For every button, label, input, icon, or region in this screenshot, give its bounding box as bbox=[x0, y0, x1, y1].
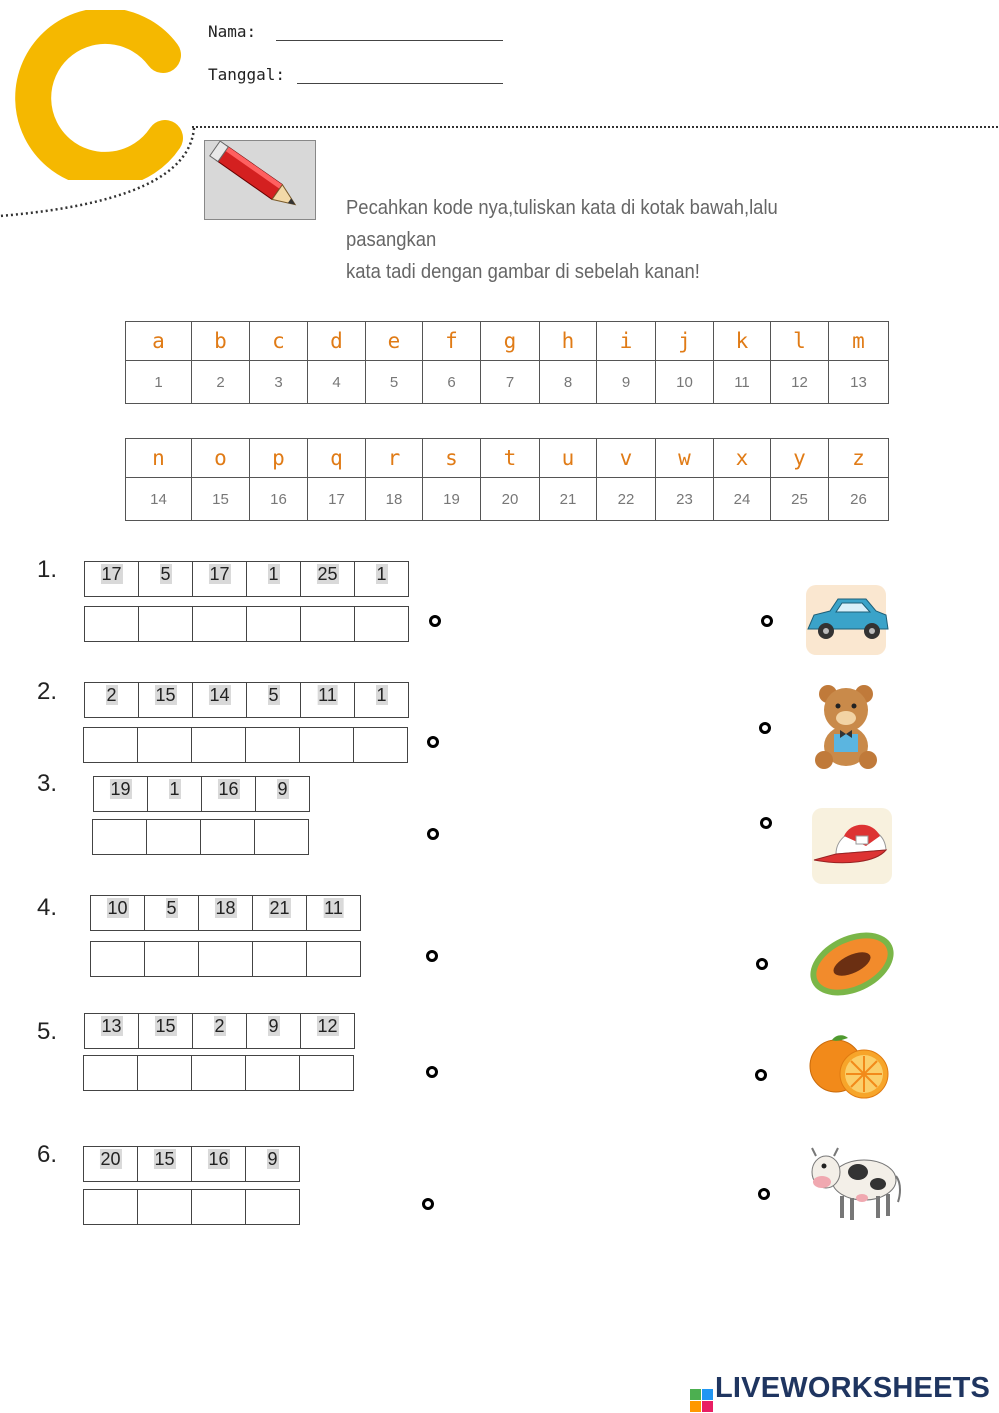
code-cell bbox=[90, 895, 145, 931]
code-value: 16 bbox=[218, 779, 239, 799]
answer-row bbox=[84, 606, 408, 642]
code-letter-cell: d bbox=[308, 322, 366, 361]
code-row bbox=[83, 1146, 299, 1182]
car-icon bbox=[800, 581, 892, 659]
answer-box[interactable] bbox=[254, 819, 309, 855]
code-value: 9 bbox=[268, 1016, 279, 1036]
answer-input[interactable] bbox=[139, 607, 196, 643]
code-value: 1 bbox=[376, 685, 387, 705]
code-cell bbox=[192, 1013, 247, 1049]
liveworksheets-logo bbox=[690, 1372, 990, 1412]
code-cell bbox=[198, 895, 253, 931]
question-number: 4. bbox=[37, 894, 58, 921]
answer-row bbox=[90, 941, 360, 977]
question-number: 3. bbox=[37, 770, 58, 797]
answer-input[interactable] bbox=[355, 607, 412, 643]
code-letter-cell: p bbox=[250, 439, 308, 478]
code-letter-cell: v bbox=[597, 439, 656, 478]
instruction-text bbox=[346, 192, 850, 288]
answer-input[interactable] bbox=[193, 607, 250, 643]
question-number: 6. bbox=[37, 1141, 58, 1168]
answer-input[interactable] bbox=[192, 1190, 249, 1226]
code-cell bbox=[246, 561, 301, 597]
code-cell bbox=[84, 1013, 139, 1049]
code-value: 1 bbox=[169, 779, 180, 799]
answer-input[interactable] bbox=[246, 1056, 303, 1092]
code-letter-cell: e bbox=[366, 322, 423, 361]
dotted-curve bbox=[0, 120, 200, 220]
answer-box[interactable] bbox=[191, 727, 246, 763]
code-cell bbox=[83, 1146, 138, 1182]
brand-blocks-icon bbox=[690, 1389, 713, 1412]
answer-box[interactable] bbox=[90, 941, 145, 977]
code-letter-cell: r bbox=[366, 439, 423, 478]
code-value: 5 bbox=[166, 898, 177, 918]
code-cell bbox=[300, 682, 355, 718]
code-value: 13 bbox=[101, 1016, 122, 1036]
answer-box[interactable] bbox=[299, 1055, 354, 1091]
code-number-cell: 9 bbox=[597, 361, 656, 404]
code-cell bbox=[137, 1146, 192, 1182]
answer-box[interactable] bbox=[137, 1055, 192, 1091]
code-letter-cell: o bbox=[192, 439, 250, 478]
code-row bbox=[93, 776, 309, 812]
code-number-cell: 19 bbox=[423, 478, 481, 521]
code-value: 1 bbox=[376, 564, 387, 584]
code-row bbox=[90, 895, 360, 931]
code-letter-cell: k bbox=[714, 322, 771, 361]
code-number-cell: 10 bbox=[656, 361, 714, 404]
match-dot-right-4[interactable] bbox=[756, 958, 768, 970]
code-value: 2 bbox=[106, 685, 117, 705]
answer-box[interactable] bbox=[198, 941, 253, 977]
code-value: 16 bbox=[208, 1149, 229, 1169]
answer-input[interactable] bbox=[354, 728, 411, 764]
answer-input[interactable] bbox=[255, 820, 312, 856]
code-letter-cell: w bbox=[656, 439, 714, 478]
code-number-cell: 5 bbox=[366, 361, 423, 404]
answer-box[interactable] bbox=[246, 606, 301, 642]
code-number-cell: 16 bbox=[250, 478, 308, 521]
orange-icon bbox=[806, 1032, 898, 1110]
code-number-cell: 4 bbox=[308, 361, 366, 404]
answer-box[interactable] bbox=[83, 727, 138, 763]
code-cell bbox=[144, 895, 199, 931]
code-letter-cell: t bbox=[481, 439, 540, 478]
code-value: 11 bbox=[318, 685, 337, 705]
answer-box[interactable] bbox=[144, 941, 199, 977]
code-letter-cell: y bbox=[771, 439, 829, 478]
answer-input[interactable] bbox=[247, 607, 304, 643]
code-cell bbox=[84, 561, 139, 597]
match-dot-left[interactable] bbox=[427, 828, 439, 840]
code-cell bbox=[252, 895, 307, 931]
code-value: 15 bbox=[155, 1016, 176, 1036]
code-number-cell: 14 bbox=[126, 478, 192, 521]
match-dot-left[interactable] bbox=[427, 736, 439, 748]
answer-row bbox=[83, 1055, 353, 1091]
papaya-icon bbox=[806, 924, 898, 1002]
code-cell bbox=[93, 776, 148, 812]
code-number-cell: 24 bbox=[714, 478, 771, 521]
answer-box[interactable] bbox=[146, 819, 201, 855]
code-number-cell: 11 bbox=[714, 361, 771, 404]
code-value: 14 bbox=[209, 685, 230, 705]
code-number-cell: 3 bbox=[250, 361, 308, 404]
code-number-cell: 2 bbox=[192, 361, 250, 404]
code-value: 15 bbox=[155, 685, 176, 705]
code-cell bbox=[138, 1013, 193, 1049]
code-cell bbox=[201, 776, 256, 812]
answer-box[interactable] bbox=[245, 727, 300, 763]
question-number: 1. bbox=[37, 556, 58, 583]
answer-input[interactable] bbox=[138, 1190, 195, 1226]
answer-input[interactable] bbox=[85, 607, 142, 643]
code-cell bbox=[300, 1013, 355, 1049]
answer-box[interactable] bbox=[353, 727, 408, 763]
tanggal-label: Tanggal: bbox=[208, 65, 286, 84]
match-dot-left[interactable] bbox=[426, 950, 438, 962]
match-dot-left[interactable] bbox=[426, 1066, 438, 1078]
pencil-icon bbox=[204, 140, 316, 220]
code-letter-cell: h bbox=[540, 322, 597, 361]
code-value: 1 bbox=[268, 564, 279, 584]
answer-box[interactable] bbox=[92, 819, 147, 855]
dotted-divider bbox=[192, 126, 998, 128]
code-number-cell: 18 bbox=[366, 478, 423, 521]
code-number-cell: 25 bbox=[771, 478, 829, 521]
code-cell bbox=[191, 1146, 246, 1182]
answer-box[interactable] bbox=[200, 819, 255, 855]
code-letter-cell: n bbox=[126, 439, 192, 478]
answer-input[interactable] bbox=[138, 1056, 195, 1092]
code-cell bbox=[246, 682, 301, 718]
code-value: 5 bbox=[160, 564, 171, 584]
match-dot-right-6[interactable] bbox=[758, 1188, 770, 1200]
answer-input[interactable] bbox=[93, 820, 150, 856]
code-number-cell: 8 bbox=[540, 361, 597, 404]
answer-box[interactable] bbox=[84, 606, 139, 642]
code-letter-cell: m bbox=[829, 322, 889, 361]
code-value: 12 bbox=[317, 1016, 338, 1036]
answer-box[interactable] bbox=[306, 941, 361, 977]
answer-box[interactable] bbox=[191, 1189, 246, 1225]
code-letter-cell: b bbox=[192, 322, 250, 361]
answer-box[interactable] bbox=[137, 1189, 192, 1225]
match-dot-right-5[interactable] bbox=[755, 1069, 767, 1081]
answer-box[interactable] bbox=[300, 606, 355, 642]
code-cell bbox=[147, 776, 202, 812]
code-letter-cell: i bbox=[597, 322, 656, 361]
code-letter-cell: u bbox=[540, 439, 597, 478]
cow-icon bbox=[808, 1140, 900, 1218]
nama-field[interactable] bbox=[276, 40, 503, 41]
code-letter-cell: g bbox=[481, 322, 540, 361]
code-cell bbox=[255, 776, 310, 812]
code-number-cell: 23 bbox=[656, 478, 714, 521]
answer-input[interactable] bbox=[192, 1056, 249, 1092]
brand-text: LIVEWORKSHEETS bbox=[715, 1372, 991, 1404]
answer-box[interactable] bbox=[137, 727, 192, 763]
code-number-cell: 17 bbox=[308, 478, 366, 521]
code-number-cell: 7 bbox=[481, 361, 540, 404]
code-letter-cell: j bbox=[656, 322, 714, 361]
code-number-cell: 12 bbox=[771, 361, 829, 404]
answer-input[interactable] bbox=[84, 1190, 141, 1226]
answer-input[interactable] bbox=[84, 728, 141, 764]
code-letter-cell: q bbox=[308, 439, 366, 478]
code-value: 10 bbox=[107, 898, 128, 918]
code-table-n-z bbox=[125, 438, 889, 521]
answer-box[interactable] bbox=[354, 606, 409, 642]
code-value: 17 bbox=[209, 564, 230, 584]
code-value: 21 bbox=[269, 898, 290, 918]
instruction-line-1: Pecahkan kode nya,tuliskan kata di kotak bawah,lalu pasangkan bbox=[346, 196, 778, 251]
code-cell bbox=[84, 682, 139, 718]
code-value: 5 bbox=[268, 685, 279, 705]
code-cell bbox=[138, 561, 193, 597]
code-cell bbox=[246, 1013, 301, 1049]
match-dot-left[interactable] bbox=[422, 1198, 434, 1210]
teddy-bear-icon bbox=[802, 684, 894, 762]
code-value: 9 bbox=[277, 779, 288, 799]
code-number-cell: 22 bbox=[597, 478, 656, 521]
code-value: 15 bbox=[154, 1149, 175, 1169]
code-letter-cell: s bbox=[423, 439, 481, 478]
answer-input[interactable] bbox=[307, 942, 364, 978]
tanggal-field[interactable] bbox=[297, 83, 503, 84]
answer-input[interactable] bbox=[300, 728, 357, 764]
answer-input[interactable] bbox=[138, 728, 195, 764]
code-number-cell: 21 bbox=[540, 478, 597, 521]
code-letter-cell: a bbox=[126, 322, 192, 361]
code-table-a-m bbox=[125, 321, 889, 404]
code-row bbox=[84, 1013, 354, 1049]
answer-input[interactable] bbox=[301, 607, 358, 643]
answer-box[interactable] bbox=[245, 1055, 300, 1091]
answer-box[interactable] bbox=[191, 1055, 246, 1091]
code-cell bbox=[192, 561, 247, 597]
answer-input[interactable] bbox=[147, 820, 204, 856]
code-value: 20 bbox=[100, 1149, 121, 1169]
code-cell bbox=[354, 561, 409, 597]
code-cell bbox=[138, 682, 193, 718]
answer-box[interactable] bbox=[192, 606, 247, 642]
match-dot-right-2[interactable] bbox=[759, 722, 771, 734]
code-row bbox=[84, 682, 408, 718]
code-number-cell: 15 bbox=[192, 478, 250, 521]
match-dot-left[interactable] bbox=[429, 615, 441, 627]
code-cell bbox=[245, 1146, 300, 1182]
code-cell bbox=[192, 682, 247, 718]
answer-row bbox=[83, 727, 407, 763]
answer-input[interactable] bbox=[199, 942, 256, 978]
code-letter-cell: c bbox=[250, 322, 308, 361]
code-letter-cell: f bbox=[423, 322, 481, 361]
answer-box[interactable] bbox=[83, 1189, 138, 1225]
answer-input[interactable] bbox=[246, 1190, 303, 1226]
answer-row bbox=[83, 1189, 299, 1225]
answer-input[interactable] bbox=[253, 942, 310, 978]
answer-input[interactable] bbox=[300, 1056, 357, 1092]
code-value: 25 bbox=[317, 564, 338, 584]
answer-box[interactable] bbox=[245, 1189, 300, 1225]
code-row bbox=[84, 561, 408, 597]
question-number: 2. bbox=[37, 678, 58, 705]
answer-box[interactable] bbox=[138, 606, 193, 642]
answer-box[interactable] bbox=[299, 727, 354, 763]
answer-input[interactable] bbox=[192, 728, 249, 764]
nama-label: Nama: bbox=[208, 22, 257, 41]
answer-row bbox=[92, 819, 308, 855]
code-number-cell: 6 bbox=[423, 361, 481, 404]
answer-input[interactable] bbox=[246, 728, 303, 764]
code-value: 17 bbox=[101, 564, 122, 584]
cap-icon bbox=[806, 806, 898, 884]
match-dot-right-3[interactable] bbox=[760, 817, 772, 829]
answer-input[interactable] bbox=[201, 820, 258, 856]
answer-input[interactable] bbox=[91, 942, 148, 978]
code-value: 19 bbox=[110, 779, 131, 799]
code-letter-cell: z bbox=[829, 439, 889, 478]
code-number-cell: 20 bbox=[481, 478, 540, 521]
code-value: 2 bbox=[214, 1016, 225, 1036]
instruction-line-2: kata tadi dengan gambar di sebelah kanan! bbox=[346, 260, 700, 283]
answer-box[interactable] bbox=[83, 1055, 138, 1091]
code-number-cell: 1 bbox=[126, 361, 192, 404]
answer-input[interactable] bbox=[145, 942, 202, 978]
match-dot-right-1[interactable] bbox=[761, 615, 773, 627]
code-value: 11 bbox=[324, 898, 343, 918]
code-number-cell: 26 bbox=[829, 478, 889, 521]
code-number-cell: 13 bbox=[829, 361, 889, 404]
code-cell bbox=[300, 561, 355, 597]
code-cell bbox=[306, 895, 361, 931]
code-cell bbox=[354, 682, 409, 718]
code-letter-cell: l bbox=[771, 322, 829, 361]
answer-box[interactable] bbox=[252, 941, 307, 977]
question-number: 5. bbox=[37, 1018, 58, 1045]
code-letter-cell: x bbox=[714, 439, 771, 478]
code-value: 9 bbox=[267, 1149, 278, 1169]
code-value: 18 bbox=[215, 898, 236, 918]
answer-input[interactable] bbox=[84, 1056, 141, 1092]
